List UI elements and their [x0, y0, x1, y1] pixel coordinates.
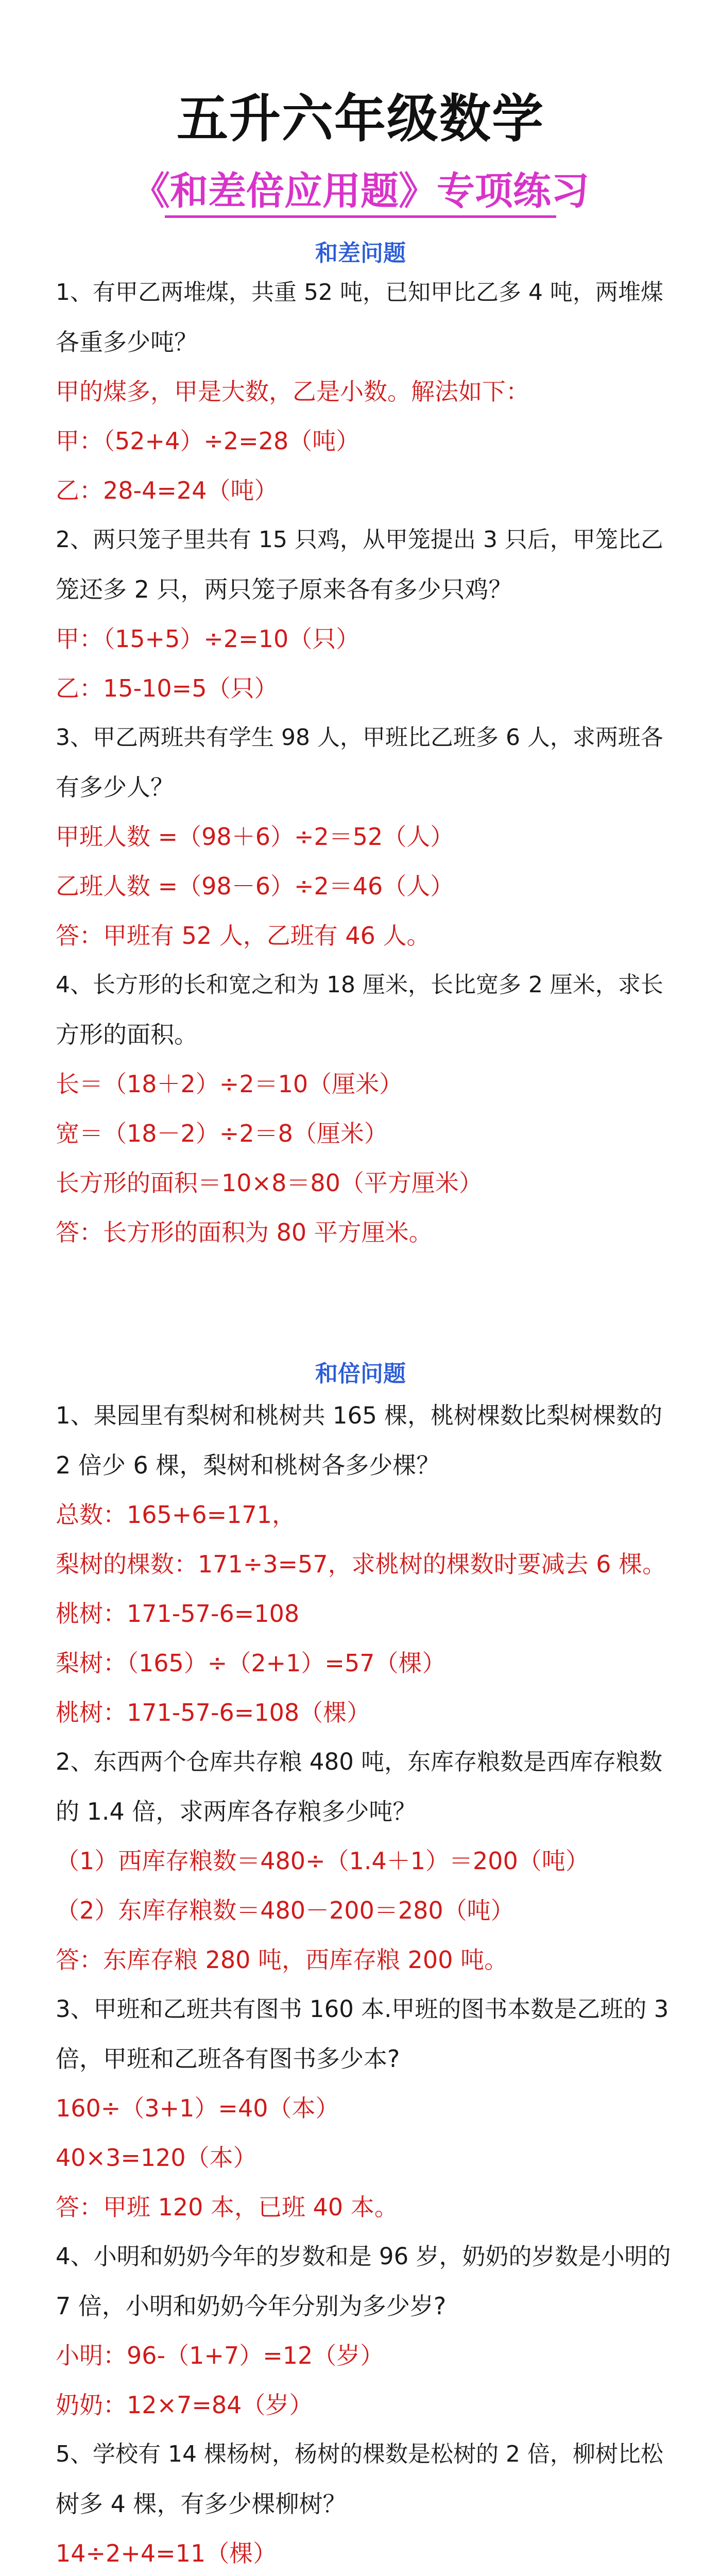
- answer-line: 答：甲班有 52 人，乙班有 46 人。: [56, 922, 431, 950]
- answer-line: 答：甲班 120 本，已班 40 本。: [56, 2193, 398, 2221]
- page-title: 五升六年级数学: [177, 89, 544, 149]
- answer-line: 总数：165+6=171，: [56, 1501, 296, 1529]
- answer-line: 长＝（18＋2）÷2＝10（厘米）: [56, 1070, 403, 1098]
- answer-line: （1）西库存粮数＝480÷（1.4＋1）＝200（吨）: [56, 1847, 589, 1875]
- problem-line: 2 倍少 6 棵，梨树和桃树各多少棵？: [56, 1451, 440, 1479]
- answer-line: （2）东库存粮数＝480－200＝280（吨）: [56, 1896, 514, 1924]
- problem-line: 3、甲乙两班共有学生 98 人，甲班比乙班多 6 人，求两班各: [56, 724, 663, 751]
- answer-line: 答：东库存粮 280 吨，西库存粮 200 吨。: [56, 1946, 508, 1974]
- problem-line: 1、果园里有梨树和桃树共 165 棵，桃树棵数比梨树棵数的: [56, 1402, 663, 1429]
- answer-line: 长方形的面积＝10×8＝80（平方厘米）: [56, 1169, 483, 1197]
- answer-line: 乙：28-4=24（吨）: [56, 477, 278, 504]
- answer-line: 40×3=120（本）: [56, 2144, 257, 2172]
- problem-line: 有多少人？: [56, 773, 174, 801]
- answer-line: 乙班人数 =（98－6）÷2＝46（人）: [56, 872, 454, 900]
- problem-line: 1、有甲乙两堆煤，共重 52 吨，已知甲比乙多 4 吨，两堆煤: [56, 279, 663, 306]
- problem-line: 7 倍，小明和奶奶今年分别为多少岁?: [56, 2292, 447, 2320]
- section-sum-multiple: [56, 1391, 672, 2576]
- answer-line: 14÷2+4=11（棵）: [56, 2539, 277, 2567]
- section-title-sum-difference: 和差问题: [315, 240, 406, 266]
- problem-line: 2、东西两个仓库共存粮 480 吨，东库存粮数是西库存粮数: [56, 1748, 663, 1775]
- problem-line: 各重多少吨？: [56, 328, 198, 356]
- problem-line: 方形的面积。: [56, 1021, 198, 1048]
- answer-line: 160÷（3+1）=40（本）: [56, 2094, 339, 2122]
- problem-line: 3、甲班和乙班共有图书 160 本.甲班的图书本数是乙班的 3: [56, 1995, 669, 2023]
- answer-line: 甲：（52+4）÷2=28（吨）: [56, 427, 360, 455]
- problem-line: 2、两只笼子里共有 15 只鸡，从甲笼提出 3 只后，甲笼比乙: [56, 527, 663, 553]
- section-title-sum-multiple: 和倍问题: [315, 1361, 406, 1387]
- problem-line: 倍，甲班和乙班各有图书多少本?: [56, 2045, 400, 2073]
- page-subtitle: 《和差倍应用题》专项练习: [132, 169, 589, 213]
- answer-line: 桃树：171-57-6=108: [56, 1600, 300, 1628]
- answer-line: 答：长方形的面积为 80 平方厘米。: [56, 1218, 433, 1246]
- problem-line: 的 1.4 倍，求两库各存粮多少吨？: [56, 1798, 417, 1825]
- answer-line: 甲：（15+5）÷2=10（只）: [56, 625, 360, 653]
- answer-line: 甲的煤多，甲是大数，乙是小数。解法如下：: [56, 378, 529, 405]
- answer-line: 小明：96-（1+7）=12（岁）: [56, 2342, 384, 2369]
- answer-line: 宽＝（18－2）÷2＝8（厘米）: [56, 1120, 388, 1147]
- subtitle-underline: [165, 215, 556, 218]
- answer-line: 梨树：（165）÷（2+1）=57（棵）: [56, 1649, 446, 1677]
- answer-line: 奶奶：12×7=84（岁）: [56, 2391, 313, 2419]
- problem-line: 4、小明和奶奶今年的岁数和是 96 岁，奶奶的岁数是小明的: [56, 2243, 671, 2270]
- section-sum-difference: [56, 268, 672, 1257]
- problem-line: 5、学校有 14 棵杨树，杨树的棵数是松树的 2 倍，柳树比松: [56, 2441, 663, 2467]
- problem-line: 树多 4 棵，有多少棵柳树？: [56, 2490, 347, 2518]
- answer-line: 桃树：171-57-6=108（棵）: [56, 1699, 371, 1726]
- problem-line: 笼还多 2 只，两只笼子原来各有多少只鸡？: [56, 575, 512, 603]
- answer-line: 梨树的棵数：171÷3=57，求桃树的棵数时要减去 6 棵。: [56, 1550, 666, 1578]
- answer-line: 乙：15-10=5（只）: [56, 674, 278, 702]
- problem-line: 4、长方形的长和宽之和为 18 厘米，长比宽多 2 厘米，求长: [56, 972, 663, 998]
- answer-line: 甲班人数 =（98＋6）÷2＝52（人）: [56, 823, 454, 851]
